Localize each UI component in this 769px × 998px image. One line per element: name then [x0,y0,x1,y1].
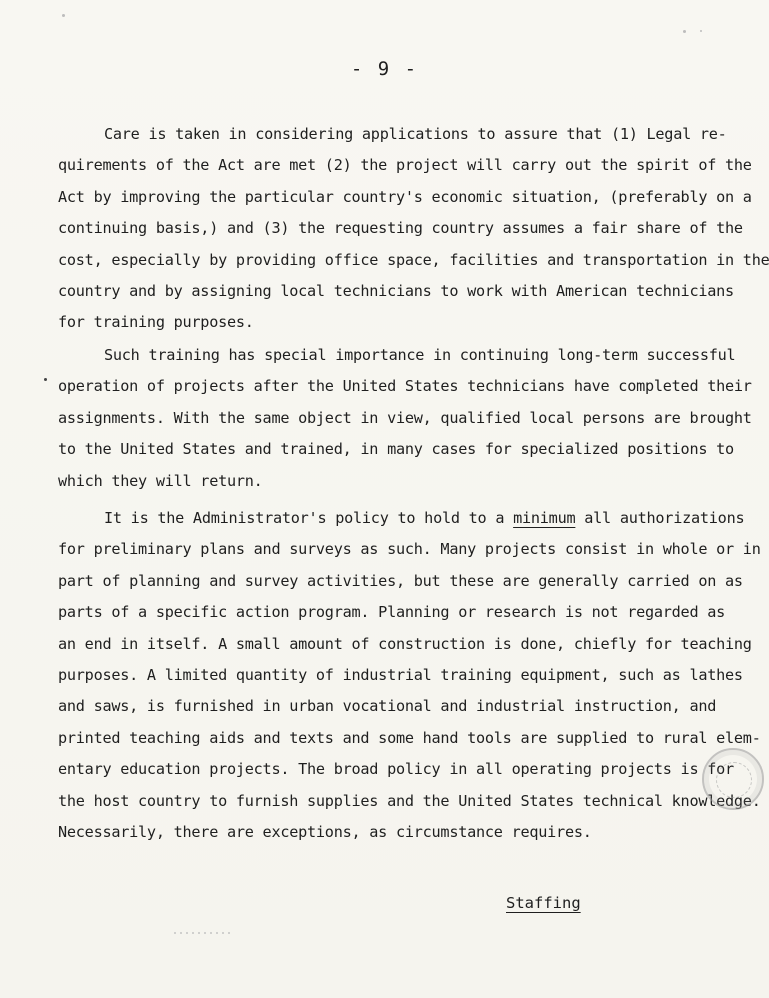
text-segment: It is the Administrator's policy to hold to a [104,509,514,527]
page-number: - 9 - [350,58,419,80]
archive-stamp [702,748,764,810]
margin-mark [44,378,47,381]
scan-artifact [174,932,232,934]
text-line: continuing basis,) and (3) the requesting country assumes a fair share of the [58,219,743,238]
text-line: Such training has special importance in continuing long-term successful [104,346,736,364]
text-line: which they will return. [58,471,263,490]
stamp-ring [716,762,752,798]
text-line: Care is taken in considering applications to assure that (1) Legal re- [104,125,727,143]
text-line: for training purposes. [58,313,254,332]
text-line: country and by assigning local technicians to work with American technicians [58,282,734,301]
text-line: entary education projects. The broad policy in all operating projects is for [58,760,734,779]
text-line: and saws, is furnished in urban vocational and industrial instruction, and [58,697,717,716]
text-line: Necessarily, there are exceptions, as circumstance requires. [58,823,592,842]
text-line: for preliminary plans and surveys as such. Many projects consist in whole or in [58,540,761,559]
scan-speck [683,30,686,33]
underlined-word: minimum [513,509,576,527]
text-line: the host country to furnish supplies and the United States technical knowledge. [58,791,761,810]
text-line [58,503,745,534]
text-line: quirements of the Act are met (2) the project will carry out the spirit of the [58,156,752,175]
text-line: Act by improving the particular country's economic situation, (preferably on a [58,187,752,206]
next-section-heading: Staffing [506,894,581,912]
text-line: purposes. A limited quantity of industrial training equipment, such as lathes [58,666,743,685]
text-line: parts of a specific action program. Planning or research is not regarded as [58,603,726,622]
text-line: assignments. With the same object in view, qualified local persons are brought [58,408,752,427]
text-line: to the United States and trained, in many cases for specialized positions to [58,440,734,459]
text-line: cost, especially by providing office space, facilities and transportation in the [58,250,769,269]
text-line: part of planning and survey activities, but these are generally carried on as [58,571,743,590]
paragraph-application-criteria [58,119,769,339]
text-segment: all authorizations [575,509,745,527]
scan-speck [62,14,65,17]
scan-speck [700,30,702,32]
text-line: printed teaching aids and texts and some hand tools are supplied to rural elem- [58,728,761,747]
text-line: operation of projects after the United States technicians have completed their [58,377,752,396]
paragraph-training-importance [58,340,752,497]
paragraph-administrator-policy [58,503,761,848]
text-line: an end in itself. A small amount of construction is done, chiefly for teaching [58,634,752,653]
